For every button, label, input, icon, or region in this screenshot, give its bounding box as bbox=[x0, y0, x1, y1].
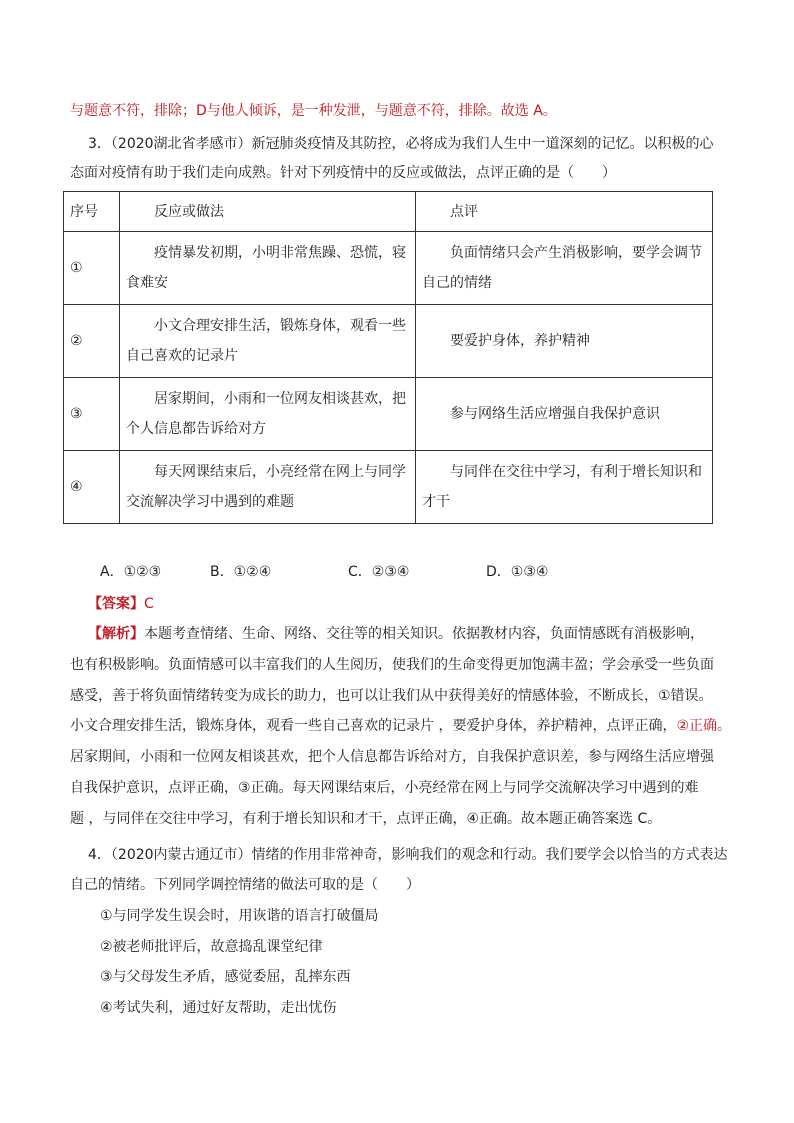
option-b: B．①②④ bbox=[210, 564, 272, 580]
row-action-line: 居家期间，小雨和一位网友相谈甚欢，把 bbox=[154, 391, 406, 407]
row-comment-line: 自己的情绪 bbox=[422, 275, 492, 291]
q4-item: ②被老师批评后，故意捣乱课堂纪律 bbox=[100, 939, 323, 955]
option-c: C．②③④ bbox=[348, 564, 410, 580]
row-num: ① bbox=[70, 260, 83, 276]
row-comment-line: 与同伴在交往中学习，有利于增长知识和 bbox=[450, 464, 702, 480]
option-d: D．①③④ bbox=[486, 564, 549, 580]
row-action-line: 交流解决学习中遇到的难题 bbox=[126, 494, 294, 510]
q4-item: ④考试失利，通过好友帮助，走出忧伤 bbox=[100, 1000, 337, 1016]
table-header-row bbox=[64, 192, 713, 232]
analysis-text: 本题考查情绪、生命、网络、交往等的相关知识。依据教材内容，负面情感既有消极影响， bbox=[144, 626, 704, 642]
q4-item: ③与父母发生矛盾，感觉委屈，乱摔东西 bbox=[100, 969, 351, 985]
row-comment-line: 才干 bbox=[422, 494, 450, 510]
q3-table bbox=[63, 191, 713, 524]
row-action-line: 个人信息都告诉给对方 bbox=[126, 421, 266, 437]
header-num: 序号 bbox=[70, 203, 98, 220]
row-action-line: 小文合理安排生活，锻炼身体，观看一些 bbox=[154, 318, 406, 334]
previous-answer-tail: 与题意不符，排除；D与他人倾诉，是一种发泄，与题意不符，排除。故选 A。 bbox=[70, 103, 557, 119]
q3-stem-line1: 3．（2020湖北省孝感市）新冠肺炎疫情及其防控，必将成为我们人生中一道深刻的记忆。以积极的心 bbox=[88, 136, 714, 152]
analysis-red-tail: ②正确。 bbox=[676, 718, 732, 734]
q4-item: ①与同学发生误会时，用诙谐的语言打破僵局 bbox=[100, 908, 379, 924]
header-action: 反应或做法 bbox=[154, 203, 224, 220]
row-comment-line: 负面情绪只会产生消极影响，要学会调节 bbox=[450, 245, 702, 261]
row-action-line: 食难安 bbox=[126, 275, 168, 291]
row-comment-line: 参与网络生活应增强自我保护意识 bbox=[450, 406, 660, 422]
answer-value: C bbox=[144, 596, 154, 612]
analysis-line bbox=[88, 624, 704, 644]
row-num: ③ bbox=[70, 406, 83, 422]
table-row bbox=[64, 451, 713, 524]
row-action-line: 自己喜欢的记录片 bbox=[126, 348, 238, 364]
analysis-line bbox=[70, 716, 731, 736]
table-row bbox=[64, 305, 713, 378]
answer-line bbox=[88, 594, 154, 614]
answer-label: 【答案】 bbox=[88, 596, 144, 612]
table-row bbox=[64, 378, 713, 451]
q3-stem-line2: 态面对疫情有助于我们走向成熟。针对下列疫情中的反应或做法，点评正确的是（ ） bbox=[70, 165, 616, 181]
row-action-line: 疫情暴发初期，小明非常焦躁、恐慌，寝 bbox=[154, 245, 406, 261]
row-action-line: 每天网课结束后，小亮经常在网上与同学 bbox=[154, 464, 406, 480]
analysis-line: 题 ，与同伴在交往中学习，有利于增长知识和才干，点评正确，④正确。故本题正确答案选 C。 bbox=[70, 811, 662, 827]
row-comment-line: 要爱护身体，养护精神 bbox=[450, 333, 590, 349]
table-row bbox=[64, 232, 713, 305]
option-a: A．①②③ bbox=[100, 564, 162, 580]
q4-stem-line2: 自己的情绪。下列同学调控情绪的做法可取的是（ ） bbox=[70, 877, 420, 893]
analysis-line: 也有积极影响。负面情感可以丰富我们的人生阅历，使我们的生命变得更加饱满丰盈；学会承受一些负面 bbox=[70, 657, 714, 673]
analysis-line: 自我保护意识，点评正确，③正确。每天网课结束后，小亮经常在网上与同学交流解决学习中遇到的难 bbox=[70, 780, 699, 796]
analysis-text: 小文合理安排生活，锻炼身体，观看一些自己喜欢的记录片 ，要爱护身体，养护精神，点评正确， bbox=[70, 718, 677, 734]
row-num: ④ bbox=[70, 479, 83, 495]
analysis-label: 【解析】 bbox=[88, 626, 144, 642]
header-comment: 点评 bbox=[450, 203, 478, 220]
analysis-line: 感受，善于将负面情绪转变为成长的助力，也可以让我们从中获得美好的情感体验，不断成长，①错误。 bbox=[70, 688, 713, 704]
q4-stem-line1: 4．（2020内蒙古通辽市）情绪的作用非常神奇，影响我们的观念和行动。我们要学会以恰当的方式表达 bbox=[88, 847, 728, 863]
row-num: ② bbox=[70, 333, 83, 349]
analysis-line: 居家期间，小雨和一位网友相谈甚欢，把个人信息都告诉给对方，自我保护意识差，参与网络生活应增强 bbox=[70, 749, 714, 765]
